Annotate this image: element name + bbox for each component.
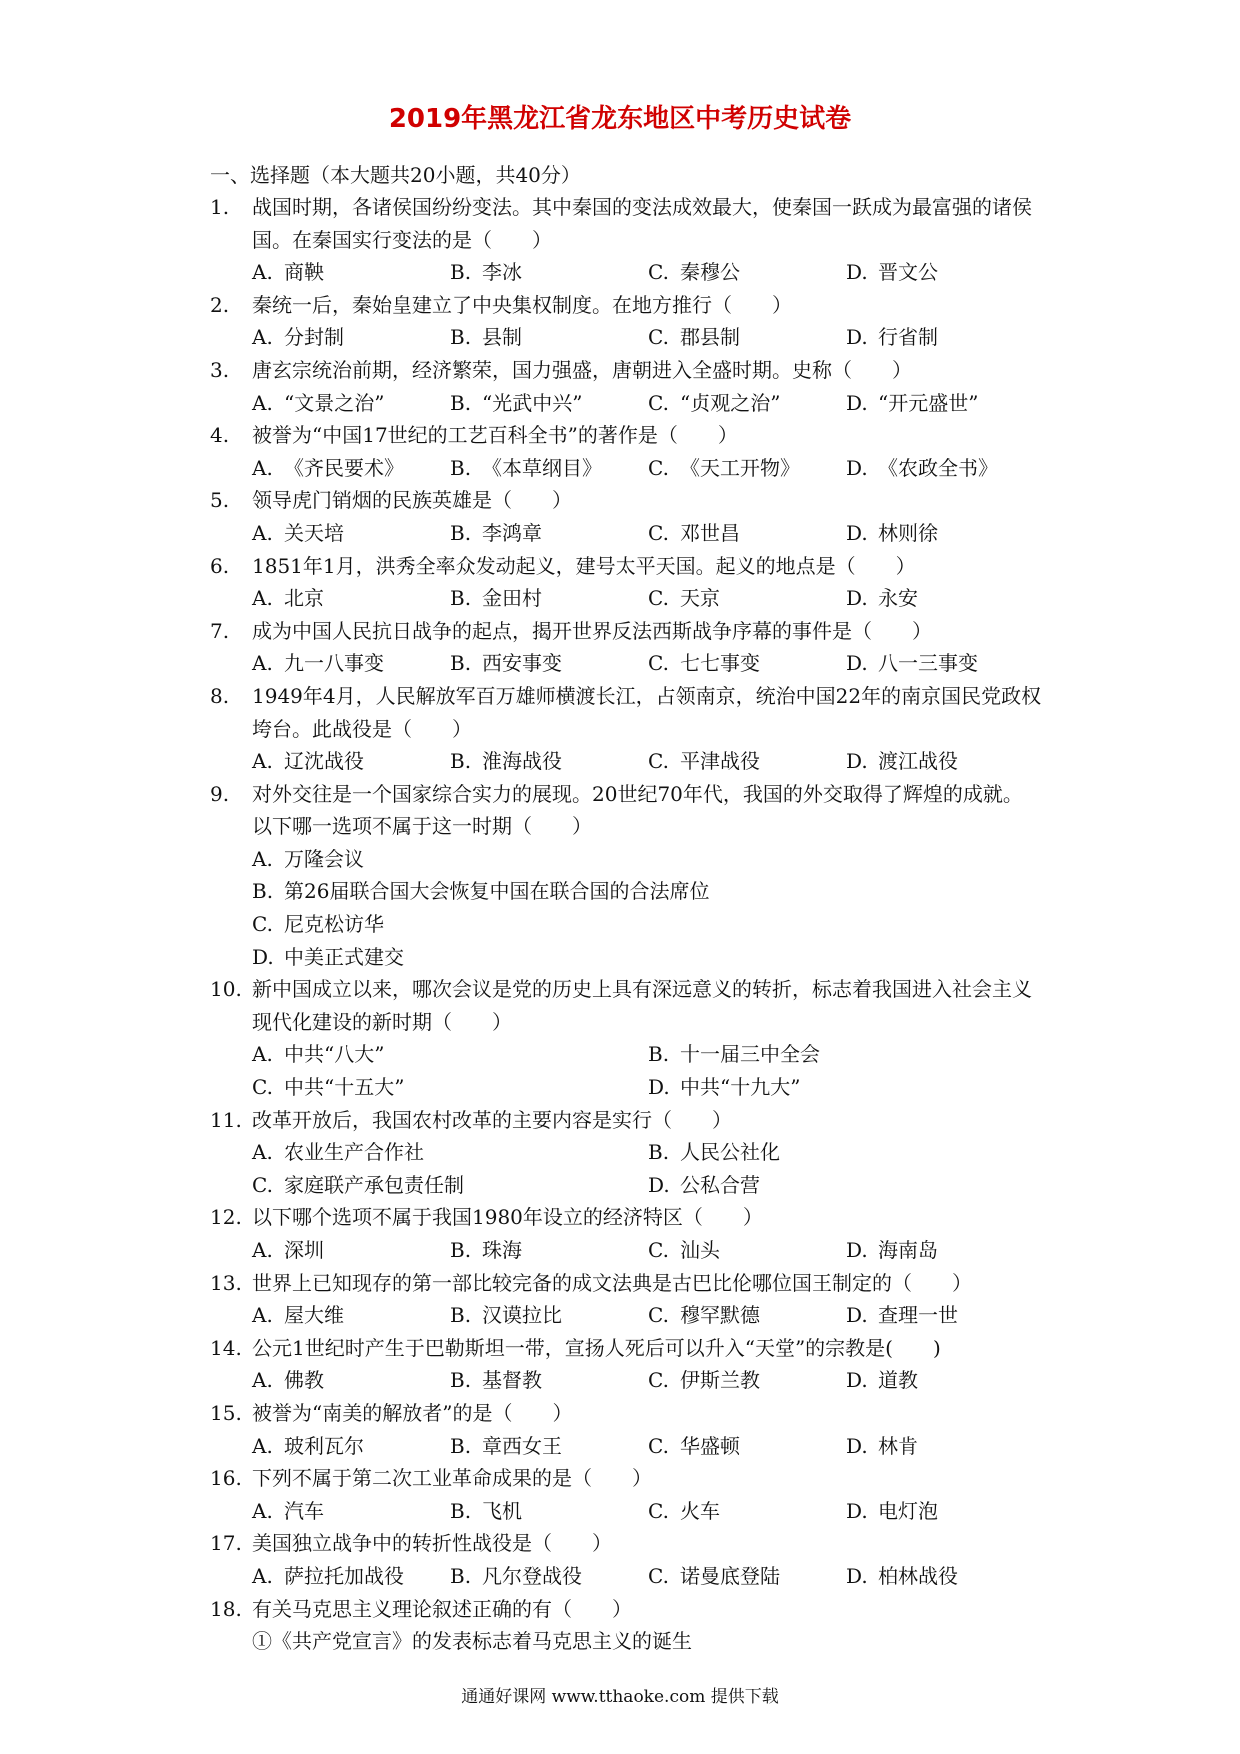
options-row [252, 452, 1050, 485]
option-c: C. 七七事变 [648, 651, 760, 676]
option-d: D. 中共“十九大” [648, 1075, 801, 1100]
option-a: A. 佛教 [252, 1368, 324, 1393]
option-b: B. 凡尔登战役 [450, 1563, 582, 1588]
option-d: D. 渡江战役 [846, 749, 958, 774]
option-a: A. 《齐民要术》 [252, 455, 404, 480]
question-item [210, 1267, 1050, 1332]
question-number: 8. [210, 683, 230, 708]
question-number: 15. [210, 1400, 242, 1425]
option-c: C. 秦穆公 [648, 260, 740, 285]
option-a: A. 商鞅 [252, 260, 324, 285]
question-number: 4. [210, 423, 230, 448]
option-d: D. 林则徐 [846, 520, 938, 545]
question-item [210, 1462, 1050, 1527]
options-row [252, 256, 1050, 289]
options-row [252, 582, 1050, 615]
statement-item: ①《共产党宣言》的发表标志着马克思主义的诞生 [252, 1629, 692, 1654]
question-text: 有关马克思主义理论叙述正确的有（ ） [252, 1596, 632, 1621]
question-item [210, 484, 1050, 549]
options-row [252, 321, 1050, 354]
section-header: 一、选择题（本大题共20小题，共40分） [210, 163, 581, 187]
option-b: B. 基督教 [450, 1368, 542, 1393]
options-grid [252, 1136, 1050, 1201]
options-column [252, 843, 1050, 973]
question-number: 18. [210, 1596, 242, 1621]
question-number: 5. [210, 488, 230, 513]
option-d: D. 道教 [846, 1368, 918, 1393]
option-b: B. 李冰 [450, 260, 522, 285]
option-b: B. 汉谟拉比 [450, 1303, 562, 1328]
option-d: D. 公私合营 [648, 1172, 760, 1197]
option-b: B. 珠海 [450, 1238, 522, 1262]
option-a: A. 关天培 [252, 520, 344, 545]
question-number: 16. [210, 1466, 242, 1491]
question-item [210, 680, 1050, 778]
option-c: C. 诺曼底登陆 [648, 1563, 780, 1588]
question-item [210, 354, 1050, 419]
option-a: A. “文景之治” [252, 390, 385, 415]
question-text: 1851年1月，洪秀全率众发动起义，建号太平天国。起义的地点是（ ） [252, 553, 916, 578]
option-b: B. 淮海战役 [450, 749, 562, 774]
question-number: 13. [210, 1270, 242, 1295]
option-b: B. 人民公社化 [648, 1140, 780, 1165]
option-b: B. 西安事变 [450, 651, 562, 676]
question-text: 下列不属于第二次工业革命成果的是（ ） [252, 1466, 652, 1491]
option-d: D. 《农政全书》 [846, 455, 998, 480]
option-c: C. “贞观之治” [648, 390, 781, 415]
options-row [252, 1364, 1050, 1397]
options-row [252, 517, 1050, 550]
question-text: 秦统一后，秦始皇建立了中央集权制度。在地方推行（ ） [252, 292, 792, 317]
option-c: C. 中共“十五大” [252, 1075, 405, 1100]
question-text: 以下哪个选项不属于我国1980年设立的经济特区（ ） [252, 1205, 763, 1230]
option-a: A. 分封制 [252, 325, 344, 350]
option-b: B. 《本草纲目》 [450, 455, 602, 480]
option-b: B. 十一届三中全会 [648, 1042, 820, 1067]
option-d: D. 中美正式建交 [252, 944, 404, 969]
question-text: 世界上已知现存的第一部比较完备的成文法典是古巴比伦哪位国王制定的（ ） [252, 1270, 972, 1295]
option-a: A. 辽沈战役 [252, 749, 364, 774]
option-c: C. 邓世昌 [648, 520, 740, 545]
question-text: 被誉为“中国17世纪的工艺百科全书”的著作是（ ） [252, 423, 738, 448]
option-a: A. 万隆会议 [252, 846, 364, 871]
options-row [252, 1430, 1050, 1463]
page-title: 2019年黑龙江省龙东地区中考历史试卷 [388, 104, 852, 134]
question-item [210, 1527, 1050, 1592]
option-a: A. 屋大维 [252, 1303, 344, 1328]
question-text: 唐玄宗统治前期，经济繁荣，国力强盛，唐朝进入全盛时期。史称（ ） [252, 357, 912, 382]
option-c: C. 华盛顿 [648, 1433, 740, 1458]
option-c: C. 郡县制 [648, 325, 740, 350]
question-item [210, 1397, 1050, 1462]
option-a: A. 九一八事变 [252, 651, 384, 676]
question-number: 3. [210, 357, 230, 382]
option-d: D. 行省制 [846, 325, 938, 350]
options-row [252, 387, 1050, 420]
question-number: 1. [210, 195, 230, 219]
option-c: C. 火车 [648, 1498, 720, 1523]
question-item [210, 550, 1050, 615]
option-d: D. 海南岛 [846, 1238, 938, 1262]
question-item [210, 778, 1050, 974]
question-number: 14. [210, 1335, 242, 1360]
question-text: 战国时期，各诸侯国纷纷变法。其中秦国的变法成效最大，使秦国一跃成为最富强的诸侯国。在秦国实行变法的是（ ） [252, 195, 1032, 252]
option-a: A. 萨拉托加战役 [252, 1563, 404, 1588]
option-b: B. 李鸿章 [450, 520, 542, 545]
question-item [210, 419, 1050, 484]
page-footer: 通通好课网 www.tthaoke.com 提供下载 [461, 1687, 779, 1707]
options-grid [252, 1038, 1050, 1103]
question-item [210, 1332, 1050, 1397]
options-row [252, 1495, 1050, 1528]
question-number: 2. [210, 292, 230, 317]
option-b: B. 飞机 [450, 1498, 522, 1523]
question-text: 对外交往是一个国家综合实力的展现。20世纪70年代，我国的外交取得了辉煌的成就。以下哪一选项不属于这一时期（ ） [252, 781, 1023, 839]
question-text: 新中国成立以来，哪次会议是党的历史上具有深远意义的转折，标志着我国进入社会主义现代化建设的新时期（ ） [252, 977, 1032, 1034]
question-number: 6. [210, 553, 230, 578]
option-a: A. 汽车 [252, 1498, 324, 1523]
option-c: C. 家庭联产承包责任制 [252, 1172, 464, 1197]
question-list [210, 191, 1050, 1658]
option-c: C. 汕头 [648, 1238, 720, 1262]
option-d: D. 永安 [846, 586, 918, 611]
option-c: C. 天京 [648, 586, 720, 611]
question-number: 9. [210, 781, 230, 806]
options-row [252, 647, 1050, 680]
option-a: A. 深圳 [252, 1238, 324, 1262]
option-d: D. 柏林战役 [846, 1563, 958, 1588]
option-d: D. 林肯 [846, 1433, 918, 1458]
options-row [252, 1560, 1050, 1593]
option-c: C. 穆罕默德 [648, 1303, 760, 1328]
question-item [210, 973, 1050, 1103]
option-b: B. 第26届联合国大会恢复中国在联合国的合法席位 [252, 879, 710, 904]
question-item [210, 615, 1050, 680]
question-item [210, 1201, 1050, 1266]
option-a: A. 农业生产合作社 [252, 1140, 424, 1165]
option-d: D. 八一三事变 [846, 651, 978, 676]
option-d: D. 查理一世 [846, 1303, 958, 1328]
question-text: 1949年4月，人民解放军百万雄师横渡长江，占领南京，统治中国22年的南京国民党政权垮台。此战役是（ ） [252, 683, 1042, 741]
question-number: 12. [210, 1205, 242, 1230]
option-d: D. “开元盛世” [846, 390, 979, 415]
option-b: B. “光武中兴” [450, 390, 583, 415]
option-c: C. 《天工开物》 [648, 455, 800, 480]
option-c: C. 平津战役 [648, 749, 760, 774]
option-a: A. 中共“八大” [252, 1042, 385, 1067]
question-number: 11. [210, 1107, 242, 1132]
option-a: A. 玻利瓦尔 [252, 1433, 364, 1458]
question-text: 公元1世纪时产生于巴勒斯坦一带，宣扬人死后可以升入“天堂”的宗教是( ) [252, 1335, 941, 1360]
option-d: D. 电灯泡 [846, 1498, 938, 1523]
question-item [210, 1104, 1050, 1202]
options-row [252, 745, 1050, 778]
option-a: A. 北京 [252, 586, 324, 611]
question-text: 被誉为“南美的解放者”的是（ ） [252, 1400, 573, 1425]
option-c: C. 伊斯兰教 [648, 1368, 760, 1393]
question-item [210, 1593, 1050, 1658]
option-b: B. 金田村 [450, 586, 542, 611]
option-c: C. 尼克松访华 [252, 912, 384, 937]
question-item [210, 289, 1050, 354]
option-d: D. 晋文公 [846, 260, 938, 285]
options-row [252, 1234, 1050, 1267]
question-number: 7. [210, 618, 230, 643]
question-text: 美国独立战争中的转折性战役是（ ） [252, 1531, 612, 1556]
question-text: 成为中国人民抗日战争的起点，揭开世界反法西斯战争序幕的事件是（ ） [252, 618, 932, 643]
question-item [210, 191, 1050, 289]
option-b: B. 县制 [450, 325, 522, 350]
options-row [252, 1299, 1050, 1332]
question-number: 17. [210, 1531, 242, 1556]
question-text: 改革开放后，我国农村改革的主要内容是实行（ ） [252, 1107, 732, 1132]
option-b: B. 章西女王 [450, 1433, 562, 1458]
question-text: 领导虎门销烟的民族英雄是（ ） [252, 488, 572, 513]
question-number: 10. [210, 977, 242, 1002]
